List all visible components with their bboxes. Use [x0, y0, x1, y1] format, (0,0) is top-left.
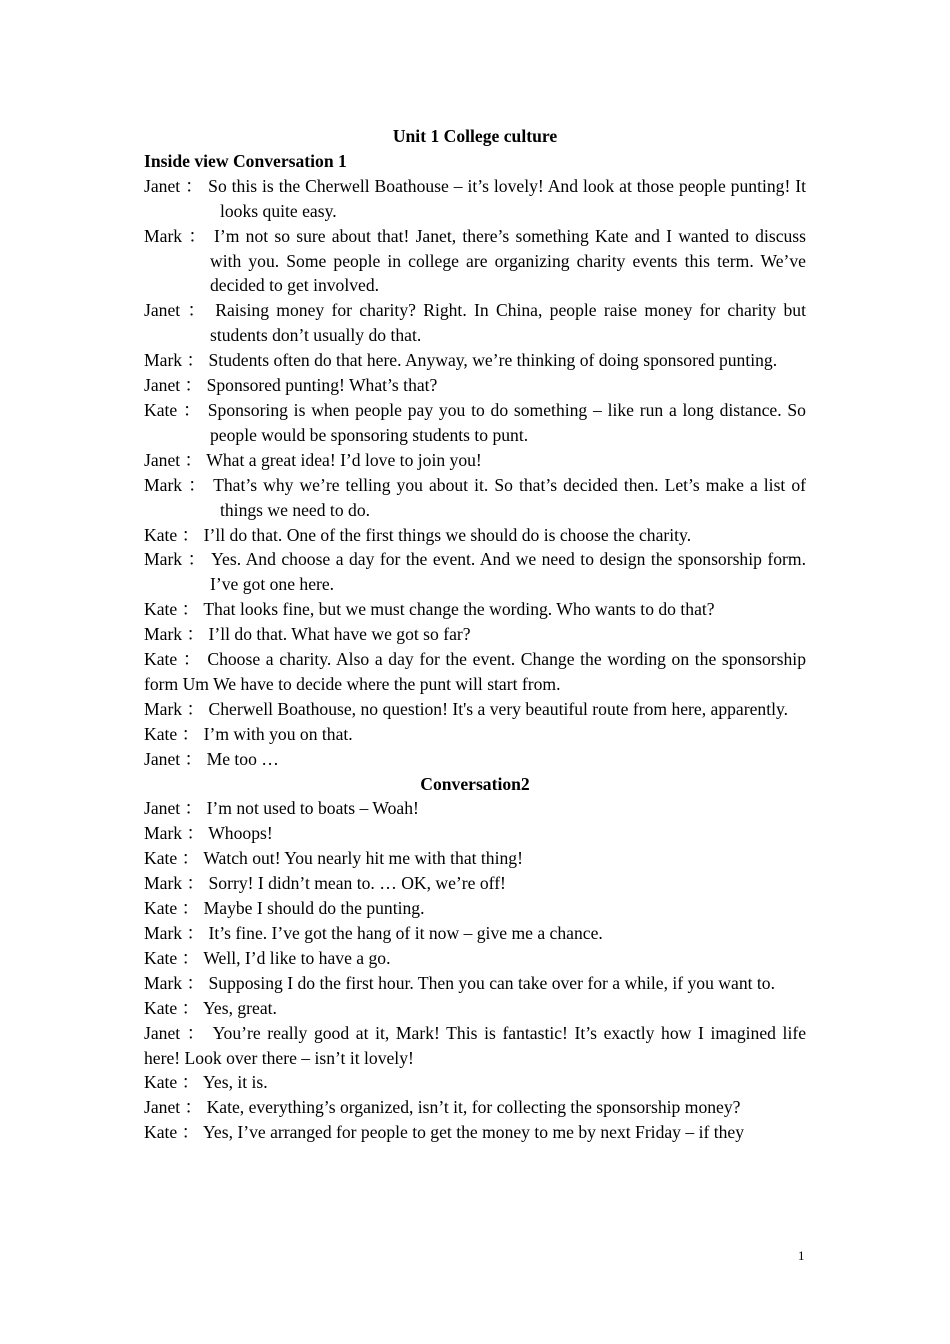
speaker-name: Janet: [144, 798, 181, 819]
speaker-separator: ：: [182, 624, 205, 645]
speaker-separator: ：: [177, 649, 202, 670]
speaker-separator: ：: [180, 449, 203, 470]
speaker-name: Kate: [144, 898, 178, 919]
speaker-name: Janet: [144, 1097, 181, 1118]
speaker-separator: ：: [182, 225, 208, 246]
dialogue-text: You’re really good at it, Mark! This is fantastic! It’s exactly how I imagined life here! Look over there – isn’t it lovely!: [144, 1022, 807, 1068]
dialogue-text: That’s why we’re telling you about it. So that’s decided then. Let’s make a list of things we need to do.: [213, 474, 806, 520]
dialogue-line: [144, 871, 806, 896]
section-heading-conversation-2: Conversation2: [420, 773, 530, 794]
dialogue-line: [144, 398, 806, 448]
speaker-separator: ：: [177, 947, 200, 968]
dialogue-text: Sorry! I didn’t mean to. … OK, we’re off!: [208, 873, 506, 894]
dialogue-text: It’s fine. I’ve got the hang of it now – give me a chance.: [208, 923, 603, 943]
dialogue-line: [144, 971, 806, 996]
dialogue-line: [144, 523, 806, 548]
conversation-2: [144, 796, 806, 1145]
dialogue-line: [144, 373, 806, 398]
dialogue-line: [144, 224, 806, 299]
dialogue-text: So this is the Cherwell Boathouse – it’s lovely! And look at those people punting! It looks quite easy.: [208, 175, 806, 221]
conversation-1: [144, 174, 806, 772]
speaker-name: Mark: [144, 474, 183, 495]
dialogue-text: Cherwell Boathouse, no question! It's a very beautiful route from here, apparently.: [208, 698, 789, 719]
document-title: Unit 1 College culture: [392, 126, 558, 146]
speaker-separator: ：: [182, 972, 205, 993]
speaker-separator: ：: [180, 748, 203, 769]
dialogue-line: [144, 697, 806, 722]
dialogue-line: [144, 1120, 806, 1145]
speaker-name: Mark: [144, 698, 183, 719]
dialogue-line: [144, 174, 806, 224]
dialogue-text: Sponsoring is when people pay you to do something – like run a long distance. So people would be sponsoring students to punt.: [207, 399, 806, 445]
speaker-name: Kate: [144, 947, 178, 968]
dialogue-text: I’m not used to boats – Woah!: [206, 798, 419, 819]
speaker-separator: ：: [177, 524, 200, 545]
speaker-name: Kate: [144, 524, 178, 545]
dialogue-line: [144, 996, 806, 1021]
speaker-name: Mark: [144, 972, 183, 993]
dialogue-text: I’ll do that. What have we got so far?: [208, 624, 471, 645]
dialogue-line: [144, 622, 806, 647]
speaker-separator: ：: [182, 549, 207, 570]
section-heading-conversation-1: Inside view Conversation 1: [144, 150, 347, 171]
speaker-separator: ：: [177, 599, 200, 620]
dialogue-text: Me too …: [206, 748, 279, 769]
speaker-name: Mark: [144, 823, 183, 844]
dialogue-text: What a great idea! I’d love to join you!: [206, 449, 482, 470]
dialogue-line: [144, 298, 806, 348]
speaker-separator: ：: [180, 1097, 203, 1118]
speaker-name: Mark: [144, 873, 183, 894]
speaker-name: Mark: [144, 923, 183, 943]
dialogue-text: Yes. And choose a day for the event. And we need to design the sponsorship form. I’ve got one here.: [210, 549, 806, 595]
dialogue-line: [144, 1095, 806, 1120]
speaker-separator: ：: [180, 1022, 207, 1043]
speaker-name: Mark: [144, 549, 183, 570]
dialogue-line: [144, 896, 806, 921]
speaker-name: Mark: [144, 624, 183, 645]
speaker-separator: ：: [177, 898, 200, 919]
dialogue-text: Yes, great.: [202, 997, 277, 1018]
dialogue-line: [144, 821, 806, 846]
speaker-separator: ：: [182, 873, 205, 894]
speaker-name: Janet: [144, 300, 181, 321]
dialogue-text: I’ll do that. One of the first things we should do is choose the charity.: [203, 524, 692, 545]
dialogue-line: [144, 747, 806, 772]
speaker-separator: ：: [177, 1072, 200, 1093]
speaker-name: Kate: [144, 599, 178, 620]
speaker-separator: ：: [182, 923, 205, 943]
dialogue-line: [144, 448, 806, 473]
dialogue-line: [144, 647, 806, 697]
dialogue-line: [144, 796, 806, 821]
dialogue-text: I’m not so sure about that! Janet, there’s something Kate and I wanted to discuss with you. Some people in college are organizing charity events this term. We’ve decided to get involved.: [210, 225, 806, 296]
speaker-separator: ：: [182, 350, 205, 371]
speaker-separator: ：: [182, 823, 205, 844]
speaker-name: Janet: [144, 375, 181, 396]
dialogue-text: Kate, everything’s organized, isn’t it, for collecting the sponsorship money?: [206, 1097, 741, 1118]
dialogue-text: Yes, it is.: [202, 1072, 268, 1093]
speaker-name: Kate: [144, 723, 178, 744]
speaker-name: Kate: [144, 848, 178, 869]
dialogue-text: Maybe I should do the punting.: [203, 898, 425, 919]
speaker-separator: ：: [177, 997, 200, 1018]
speaker-separator: ：: [180, 798, 203, 819]
speaker-name: Janet: [144, 175, 181, 196]
speaker-separator: ：: [177, 723, 200, 744]
speaker-name: Janet: [144, 748, 181, 769]
dialogue-line: [144, 846, 806, 871]
speaker-separator: ：: [177, 848, 200, 869]
speaker-separator: ：: [177, 1122, 200, 1143]
dialogue-line: [144, 946, 806, 971]
dialogue-line: [144, 473, 806, 523]
dialogue-line: [144, 921, 806, 946]
speaker-name: Kate: [144, 1072, 178, 1093]
dialogue-text: I’m with you on that.: [203, 723, 353, 744]
dialogue-text: Whoops!: [208, 823, 273, 844]
dialogue-text: Sponsored punting! What’s that?: [206, 375, 438, 396]
dialogue-text: Well, I’d like to have a go.: [203, 947, 391, 968]
dialogue-text: Students often do that here. Anyway, we’re thinking of doing sponsored punting.: [208, 350, 778, 371]
dialogue-text: Raising money for charity? Right. In China, people raise money for charity but students don’t usually do that.: [210, 300, 806, 346]
speaker-name: Mark: [144, 350, 183, 371]
dialogue-line: [144, 348, 806, 373]
dialogue-line: [144, 597, 806, 622]
speaker-name: Kate: [144, 399, 178, 420]
speaker-separator: ：: [180, 375, 203, 396]
speaker-name: Janet: [144, 449, 181, 470]
dialogue-text: Choose a charity. Also a day for the event. Change the wording on the sponsorship form Um We have to decide where the punt will start from.: [144, 649, 806, 694]
dialogue-text: Watch out! You nearly hit me with that thing!: [203, 848, 523, 869]
dialogue-text: Supposing I do the first hour. Then you can take over for a while, if you want to.: [208, 972, 775, 993]
speaker-name: Kate: [144, 649, 178, 670]
dialogue-line: [144, 722, 806, 747]
speaker-name: Mark: [144, 225, 183, 246]
speaker-separator: ：: [177, 399, 202, 420]
speaker-name: Kate: [144, 997, 178, 1018]
speaker-name: Kate: [144, 1122, 178, 1143]
speaker-name: Janet: [144, 1022, 181, 1043]
dialogue-line: [144, 1070, 806, 1095]
speaker-separator: ：: [182, 474, 208, 495]
speaker-separator: ：: [180, 175, 204, 196]
page-number: 1: [798, 1248, 805, 1263]
speaker-separator: ：: [180, 300, 208, 321]
dialogue-text: Yes, I’ve arranged for people to get the money to me by next Friday – if they: [202, 1122, 745, 1143]
dialogue-text: That looks fine, but we must change the wording. Who wants to do that?: [203, 599, 715, 620]
dialogue-line: [144, 1021, 806, 1071]
speaker-separator: ：: [182, 698, 205, 719]
dialogue-line: [144, 547, 806, 597]
document-body: [144, 124, 806, 1145]
